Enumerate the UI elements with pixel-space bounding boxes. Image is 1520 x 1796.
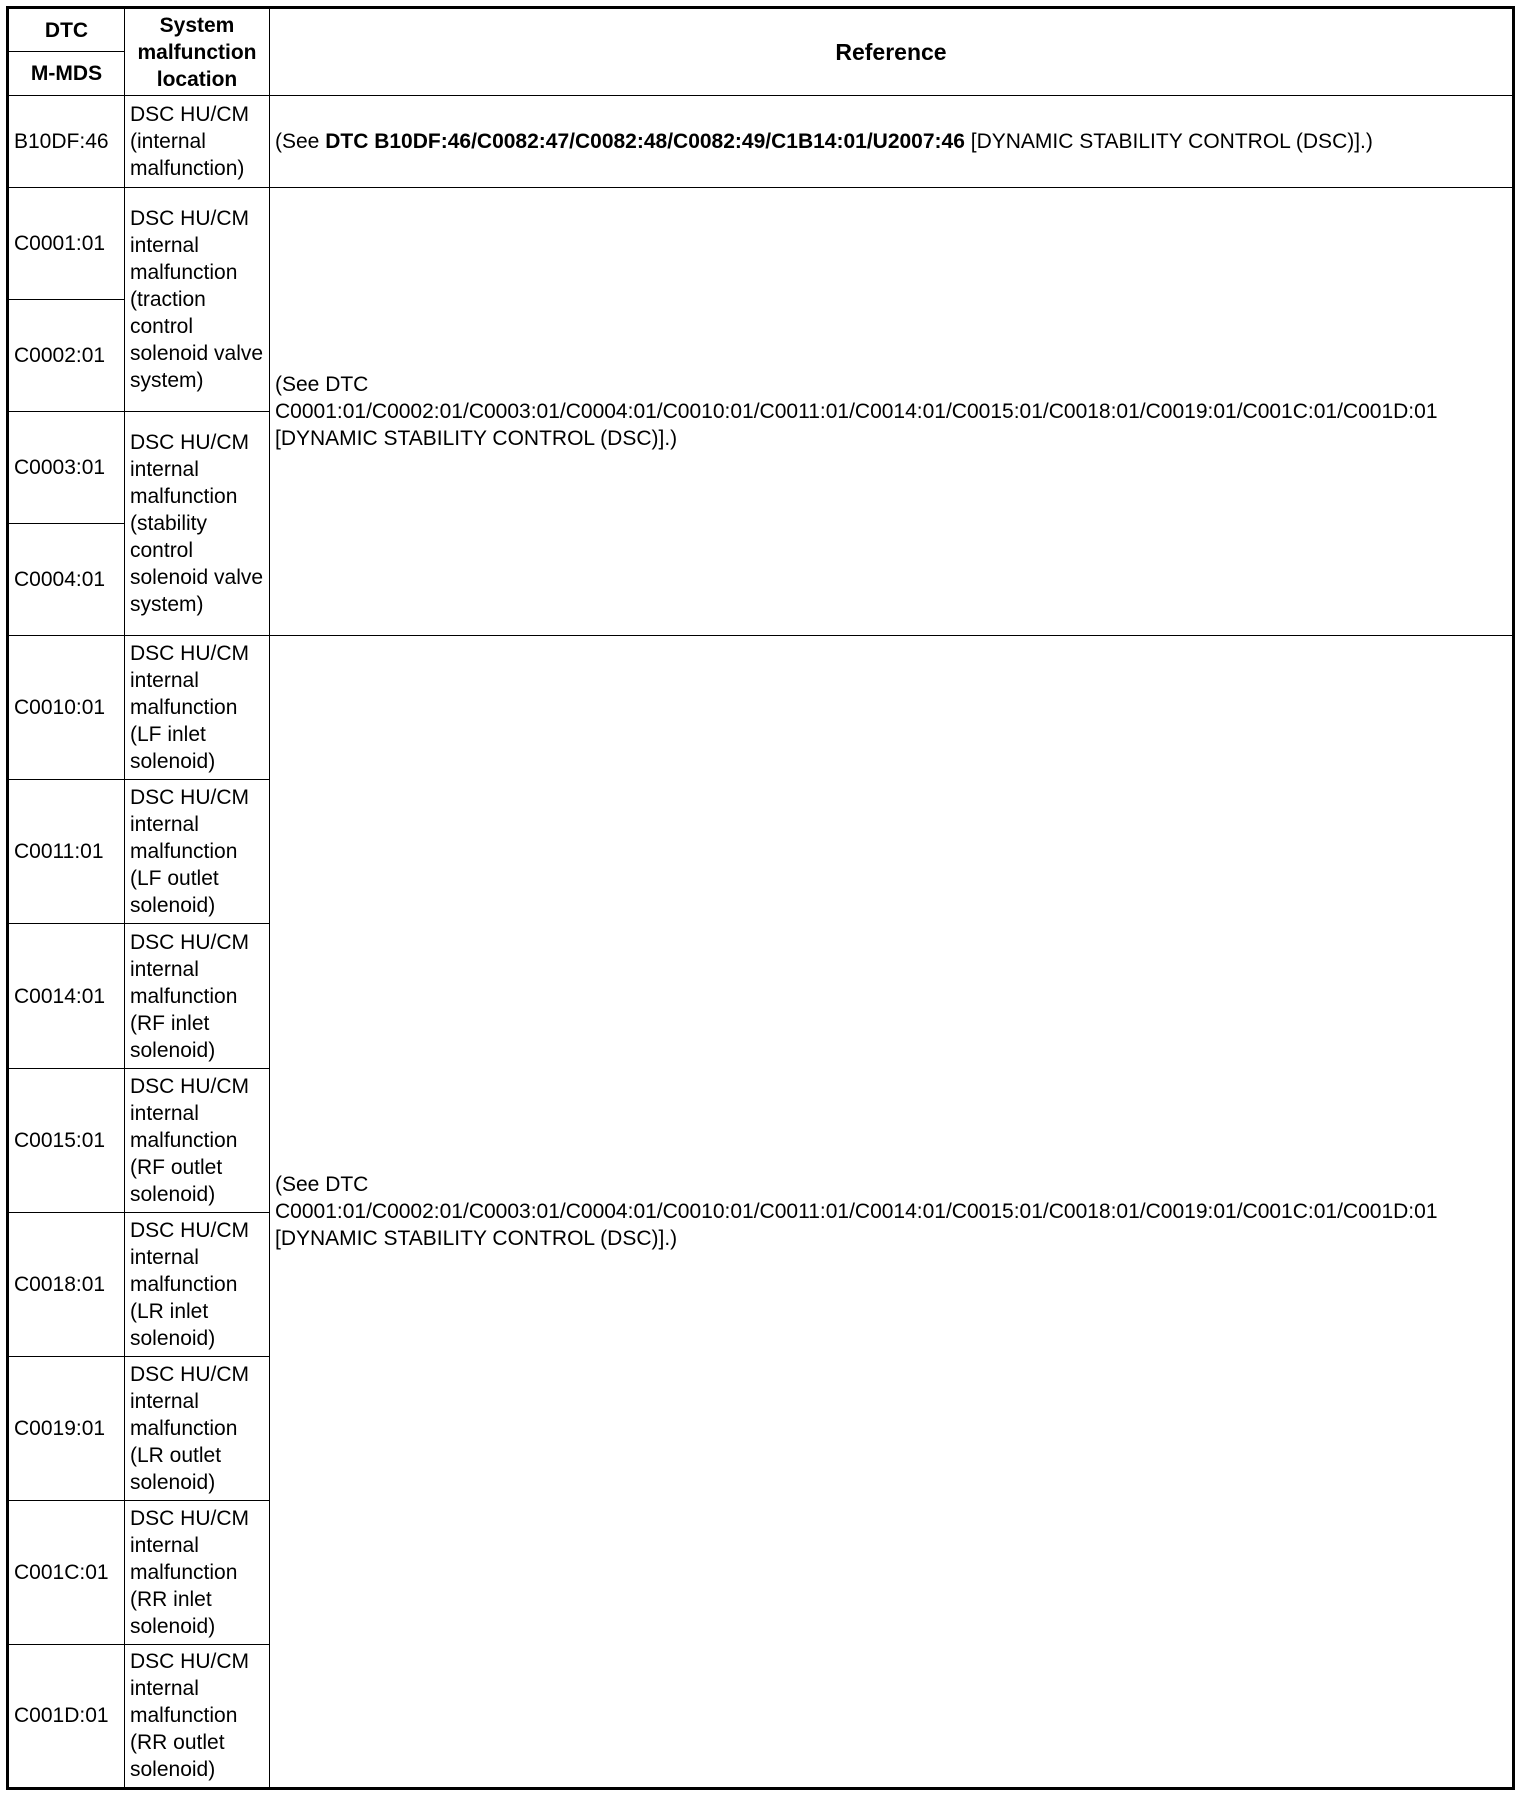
dtc-code: C0015:01 (8, 1068, 125, 1212)
malfunction-location: DSC HU/CM internal malfunction (RR outlet solenoid) (125, 1644, 270, 1788)
table-row (8, 636, 1514, 780)
malfunction-location: DSC HU/CM internal malfunction (stability control solenoid valve system) (125, 412, 270, 636)
malfunction-location: DSC HU/CM (internal malfunction) (125, 96, 270, 188)
reference-cell (270, 96, 1514, 188)
header-reference: Reference (270, 8, 1514, 96)
dtc-code: C0010:01 (8, 636, 125, 780)
header-dtc: DTC (8, 8, 125, 52)
reference-codes[interactable]: C0001:01/C0002:01/C0003:01/C0004:01/C0010:01/C0011:01/C0014:01/C0015:01/C0018:01/C0019:01/C001C:01/C001D:01 (275, 400, 1438, 424)
reference-line: (See DTC (275, 1173, 369, 1197)
reference-line: [DYNAMIC STABILITY CONTROL (DSC)].) (275, 1227, 678, 1251)
malfunction-location: DSC HU/CM internal malfunction (LR outlet solenoid) (125, 1356, 270, 1500)
dtc-code: C001C:01 (8, 1500, 125, 1644)
reference-cell (270, 636, 1514, 1789)
reference-line: [DYNAMIC STABILITY CONTROL (DSC)].) (275, 427, 678, 451)
malfunction-location: DSC HU/CM internal malfunction (RR inlet solenoid) (125, 1500, 270, 1644)
header-mmds: M-MDS (8, 52, 125, 96)
malfunction-location: DSC HU/CM internal malfunction (LF inlet solenoid) (125, 636, 270, 780)
reference-line: (See DTC (275, 373, 369, 397)
dtc-code: C0019:01 (8, 1356, 125, 1500)
malfunction-location: DSC HU/CM internal malfunction (traction control solenoid valve system) (125, 188, 270, 412)
reference-cell (270, 188, 1514, 636)
dtc-code: C0018:01 (8, 1212, 125, 1356)
dtc-table (6, 6, 1515, 1790)
dtc-code: C001D:01 (8, 1644, 125, 1788)
dtc-code: C0001:01 (8, 188, 125, 300)
dtc-code: C0011:01 (8, 780, 125, 924)
malfunction-location: DSC HU/CM internal malfunction (LR inlet solenoid) (125, 1212, 270, 1356)
dtc-document (6, 6, 1515, 1790)
dtc-code: C0014:01 (8, 924, 125, 1068)
malfunction-location: DSC HU/CM internal malfunction (RF inlet solenoid) (125, 924, 270, 1068)
reference-codes[interactable]: C0001:01/C0002:01/C0003:01/C0004:01/C0010:01/C0011:01/C0014:01/C0015:01/C0018:01/C0019:01/C001C:01/C001D:01 (275, 1200, 1438, 1224)
reference-prefix: (See (275, 130, 326, 154)
header-row (8, 8, 1514, 52)
reference-suffix: [DYNAMIC STABILITY CONTROL (DSC)].) (964, 130, 1373, 154)
dtc-code: C0004:01 (8, 524, 125, 636)
dtc-code: C0003:01 (8, 412, 125, 524)
reference-link[interactable]: DTC B10DF:46/C0082:47/C0082:48/C0082:49/C1B14:01/U2007:46 (325, 130, 965, 154)
header-location: System malfunction location (125, 8, 270, 96)
dtc-code: B10DF:46 (8, 96, 125, 188)
malfunction-location: DSC HU/CM internal malfunction (RF outlet solenoid) (125, 1068, 270, 1212)
malfunction-location: DSC HU/CM internal malfunction (LF outlet solenoid) (125, 780, 270, 924)
table-row (8, 188, 1514, 300)
table-row (8, 96, 1514, 188)
dtc-code: C0002:01 (8, 300, 125, 412)
